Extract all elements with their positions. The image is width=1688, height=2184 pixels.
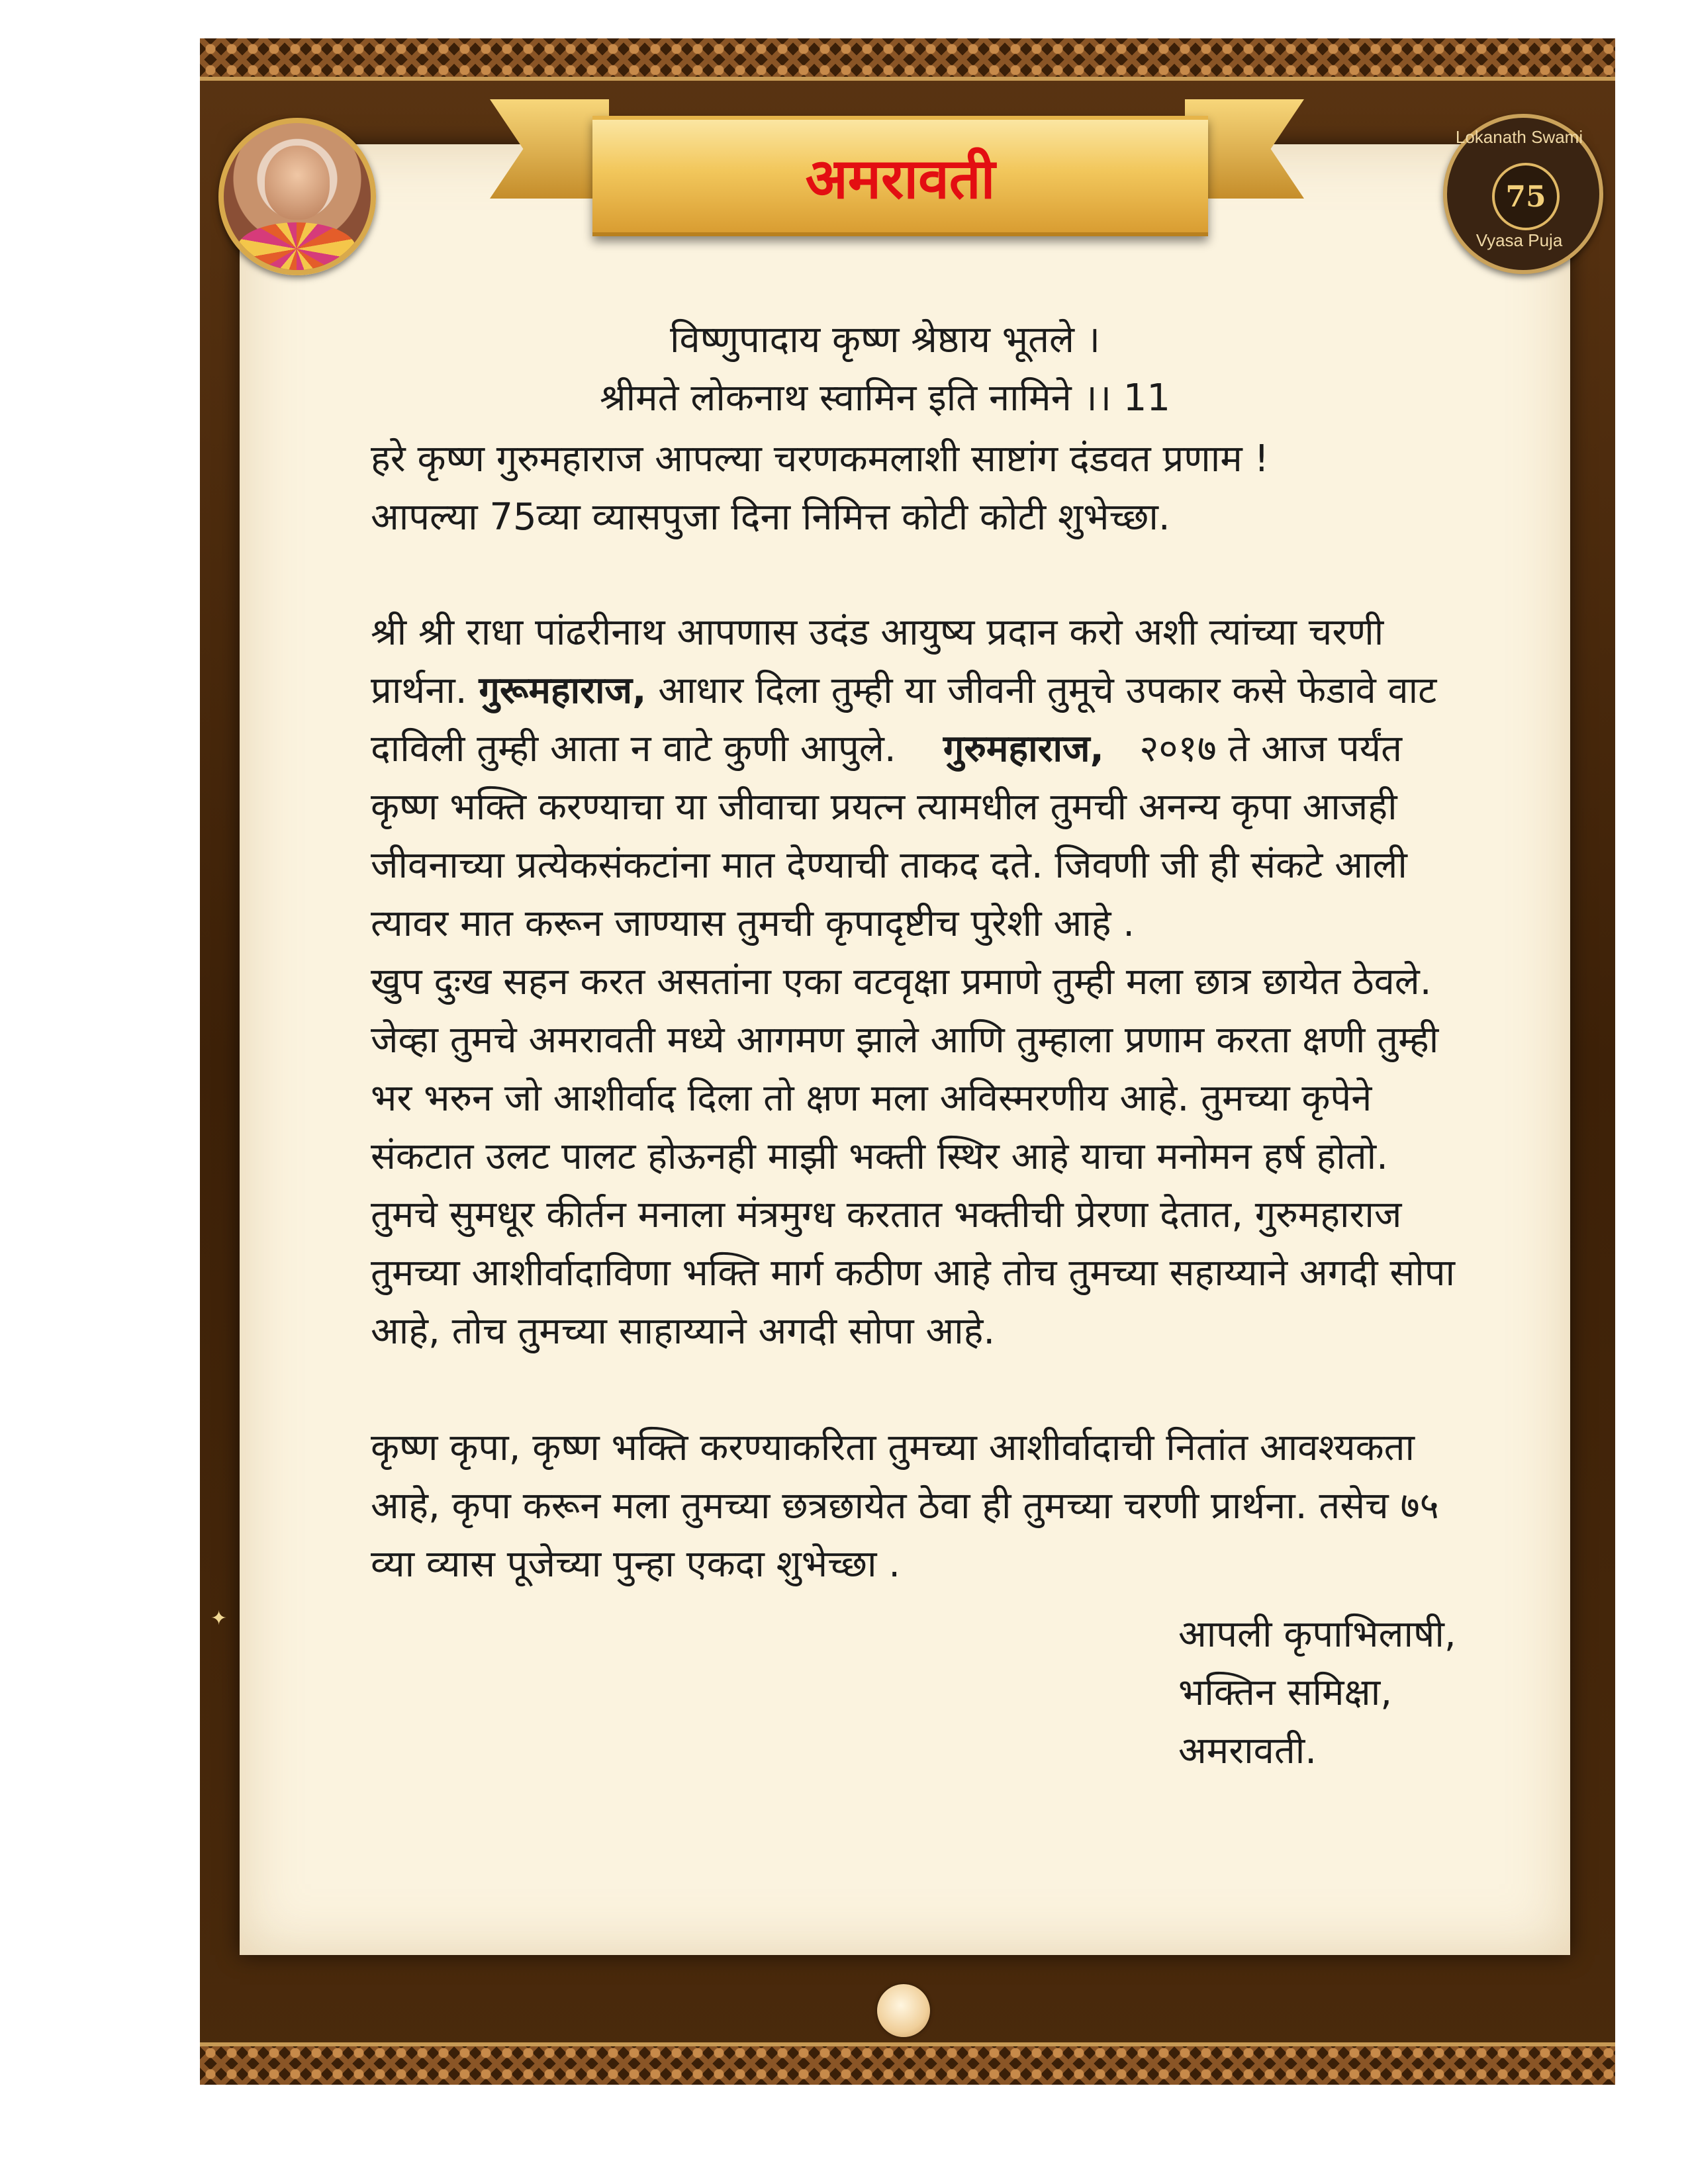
bold-guru-name: गुरुमहाराज,: [943, 727, 1104, 770]
verse-line: विष्णुपादाय कृष्ण श्रेष्ठाय भूतले ।: [669, 318, 1101, 361]
badge-top-text: Lokanath Swami: [1455, 127, 1583, 147]
body-line: कृष्ण भक्ति करण्याचा या जीवाचा प्रयत्न त्यामधील तुमची अनन्य कृपा आजही: [371, 786, 1397, 829]
body-line: खुप दुःख सहन करत असतांना एका वटवृक्षा प्रमाणे तुम्ही मला छात्र छायेत ठेवले.: [371, 960, 1432, 1003]
letter-body: [371, 604, 1496, 1594]
greeting: [371, 430, 1483, 547]
body-line: जीवनाच्या प्रत्येकसंकटांना मात देण्याची ताकद दते. जिवणी जी ही संकटे आली: [371, 844, 1407, 887]
paragraph-gap: [371, 1361, 1496, 1419]
badge-number: 75: [1505, 179, 1546, 214]
title-ribbon: [592, 116, 1208, 236]
greeting-line: हरे कृष्ण गुरुमहाराज आपल्या चरणकमलाशी साष्टांग दंडवत प्रणाम !: [371, 437, 1270, 480]
badge-bottom-text: Vyasa Puja: [1476, 230, 1563, 250]
vyasa-puja-badge: [1443, 114, 1603, 274]
body-line: संकटात उलट पालट होऊनही माझी भक्ती स्थिर आहे याचा मनोमन हर्ष होतो.: [371, 1135, 1388, 1178]
body-line: त्यावर मात करून जाण्यास तुमची कृपादृष्टीच पुरेशी आहे .: [371, 902, 1135, 945]
signature-line: आपली कृपाभिलाषी,: [1178, 1613, 1456, 1656]
body-text: दाविली तुम्ही आता न वाटे कुणी आपुले.: [371, 727, 896, 770]
frame-top-border: [200, 38, 1615, 81]
signature-block: [1178, 1606, 1575, 1780]
body-line: व्या व्यास पूजेच्या पुन्हा एकदा शुभेच्छा .: [371, 1543, 901, 1586]
signature-line: भक्तिन समिक्षा,: [1178, 1671, 1392, 1714]
body-line: तुमच्या आशीर्वादाविणा भक्ति मार्ग कठीण आहे तोच तुमच्या सहाय्याने अगदी सोपा: [371, 1251, 1456, 1295]
guru-portrait: [218, 118, 376, 275]
body-text: २०१७ ते आज पर्यंत: [1139, 727, 1403, 770]
sanskrit-verse: [372, 311, 1398, 428]
signature-line: अमरावती.: [1178, 1729, 1317, 1772]
body-line: [371, 720, 1496, 778]
body-line: तुमचे सुमधूर कीर्तन मनाला मंत्रमुग्ध करतात भक्तीची प्रेरणा देतात, गुरुमहाराज: [371, 1193, 1402, 1236]
page-title: अमरावती: [805, 145, 996, 211]
badge-center: [1492, 163, 1560, 230]
body-line: कृष्ण कृपा, कृष्ण भक्ति करण्याकरिता तुमच्या आशीर्वादाची नितांत आवश्यकता: [371, 1426, 1415, 1469]
body-line: आहे, तोच तुमच्या साहाय्याने अगदी सोपा आहे.: [371, 1310, 996, 1353]
frame-knob: [877, 1984, 930, 2037]
body-text: आधार दिला तुम्ही या जीवनी तुमूचे उपकार कसे फेडावे वाट: [658, 669, 1437, 712]
body-line: श्री श्री राधा पांढरीनाथ आपणास उदंड आयुष्य प्रदान करो अशी त्यांच्या चरणी: [371, 611, 1384, 654]
portrait-face: [265, 146, 330, 220]
frame-bottom-border: [200, 2042, 1615, 2085]
sparkle-icon: ✦: [211, 1607, 228, 1630]
bold-guru-name: गुरूमहाराज,: [479, 669, 647, 712]
body-line: [371, 662, 1496, 720]
greeting-line: आपल्या 75व्या व्यासपुजा दिना निमित्त कोटी कोटी शुभेच्छा.: [371, 496, 1170, 539]
verse-line: श्रीमते लोकनाथ स्वामिन इति नामिने ।। 11: [600, 377, 1170, 420]
body-text: प्रार्थना.: [371, 669, 467, 712]
body-line: आहे, कृपा करून मला तुमच्या छत्रछायेत ठेवा ही तुमच्या चरणी प्रार्थना. तसेच ७५: [371, 1484, 1439, 1527]
body-line: जेव्हा तुमचे अमरावती मध्ये आगमण झाले आणि तुम्हाला प्रणाम करता क्षणी तुम्ही: [371, 1019, 1439, 1062]
body-line: भर भरुन जो आशीर्वाद दिला तो क्षण मला अविस्मरणीय आहे. तुमच्या कृपेने: [371, 1077, 1372, 1120]
flower-garland: [237, 222, 356, 275]
